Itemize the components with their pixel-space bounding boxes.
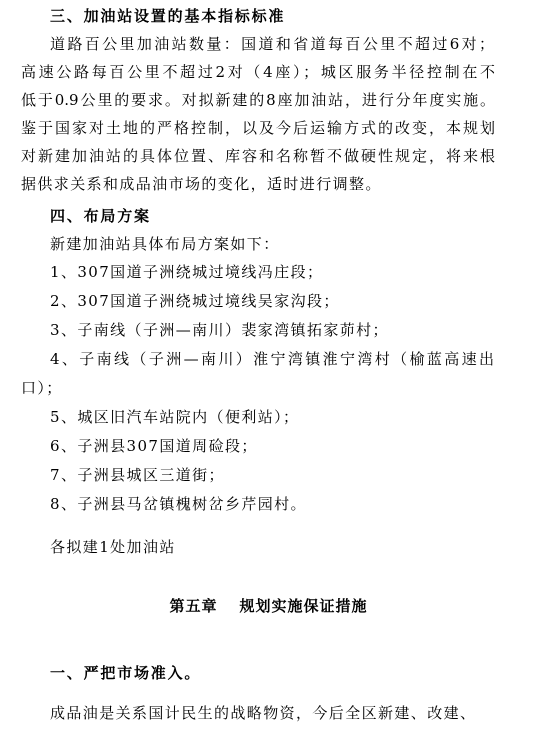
layout-item-1: 1、307国道子洲绕城过境线冯庄段；	[50, 263, 324, 281]
layout-item-8: 8、子洲县马岔镇槐树岔乡芹园村。	[50, 495, 307, 513]
layout-item-7: 7、子洲县城区三道街；	[50, 466, 225, 484]
layout-item-4-continuation: 口）；	[21, 379, 63, 397]
section-3-paragraph-line-3: 低于0.9公里的要求。对拟新建的8座加油站，进行分年度实施。	[21, 91, 495, 109]
section-3-paragraph-line-1: 道路百公里加油站数量：国道和省道每百公里不超过6对；	[50, 35, 494, 53]
section-3-paragraph-line-5: 对新建加油站的具体位置、库容和名称暂不做硬性规定，将来根	[21, 147, 495, 165]
subsection-1-text: 成品油是关系国计民生的战略物资，今后全区新建、改建、	[50, 704, 477, 722]
layout-item-4: 4、子南线（子洲—南川）淮宁湾镇淮宁湾村（榆蓝高速出	[50, 350, 494, 368]
section-4-note: 各拟建1处加油站	[50, 538, 176, 556]
chapter-title	[0, 596, 537, 616]
layout-item-2: 2、307国道子洲绕城过境线吴家沟段；	[50, 292, 340, 310]
section-3-paragraph-line-6: 据供求关系和成品油市场的变化，适时进行调整。	[21, 175, 382, 193]
layout-item-5: 5、城区旧汽车站院内（便利站）；	[50, 408, 300, 426]
layout-item-3: 3、子南线（子洲—南川）裴家湾镇拓家茆村；	[50, 321, 389, 339]
section-3-paragraph-line-4: 鉴于国家对土地的严格控制，以及今后运输方式的改变，本规划	[21, 119, 495, 137]
section-4-intro: 新建加油站具体布局方案如下：	[50, 235, 280, 253]
layout-item-6: 6、子洲县307国道周硷段；	[50, 437, 258, 455]
chapter-number: 第五章	[169, 597, 218, 615]
section-3-paragraph-line-2: 高速公路每百公里不超过2对（4座）；城区服务半径控制在不	[21, 63, 495, 81]
chapter-title-text: 规划实施保证措施	[239, 597, 368, 615]
section-3-heading: 三、加油站设置的基本指标标准	[50, 7, 286, 25]
section-4-heading: 四、布局方案	[50, 207, 151, 225]
subsection-1-heading: 一、严把市场准入。	[50, 664, 202, 682]
